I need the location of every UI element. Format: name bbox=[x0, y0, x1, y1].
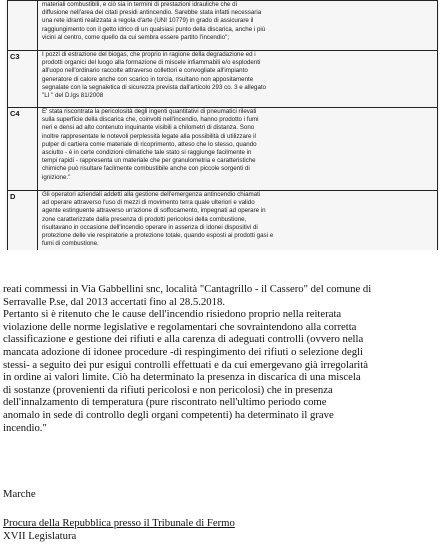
row-line: neri e densi ad alto contenuto inquinante visibili a chilometri di distanza. Sono bbox=[42, 124, 255, 132]
text-line: dell'innalzamento di temperatura (pure riscontrato nell'ultimo periodo come bbox=[3, 396, 327, 409]
table-row bbox=[8, 1, 438, 51]
scanned-table-image bbox=[5, 0, 439, 250]
row-text bbox=[38, 191, 438, 251]
row-line: sulla superficie della discarica che, coinvolti nell'incendio, hanno prodotto i fumi bbox=[42, 116, 259, 124]
row-line: all'uopo nell'ordinario raccolte attraverso collettori e convogliate all'impianto bbox=[42, 67, 248, 75]
row-line: chimiche può risultare facilmente combustibile anche con piccole sorgenti di bbox=[42, 165, 250, 173]
text-line: Pertanto si è ritenuto che le cause dell'incendio risiedono proprio nella reiterata bbox=[3, 308, 342, 321]
row-text bbox=[38, 1, 438, 51]
legislatura-label: XVII Legislatura bbox=[3, 530, 77, 542]
row-line: zone caratterizzate dalla presenza di prodotti pericolosi della combustione, bbox=[42, 215, 247, 223]
row-code bbox=[8, 1, 38, 51]
row-line: I pozzi di estrazione del biogas, che proprio in ragione della degradazione ed i bbox=[42, 51, 256, 58]
section-heading: Marche bbox=[3, 488, 36, 500]
text-line: di sostanze (provenienti da rifiuti pericolosi e non pericolosi) che in presenza bbox=[3, 383, 333, 396]
row-line: vicini al centro, come quello da cui sembra essere partito l'incendio"; bbox=[42, 33, 230, 41]
row-line: ad operare attraverso l'uso di mezzi di movimento terra quale ulteriori e valido bbox=[42, 199, 255, 207]
table-row bbox=[8, 191, 438, 251]
paragraph-causes bbox=[3, 308, 440, 434]
text-line: classificazione e gestione dei rifiuti e alla carenza di adeguati controlli (ovvero nella bbox=[3, 333, 364, 346]
findings-table bbox=[7, 0, 438, 250]
row-code: C3 bbox=[8, 51, 38, 108]
row-line: prodotti organici del luogo alla formazione di miscele infiammabili e/o esplodenti bbox=[42, 59, 261, 67]
text-line: reati commessi in Via Gabbellini snc, località "Cantagrillo - il Cassero" del comune di bbox=[3, 283, 372, 295]
row-code: D bbox=[8, 191, 38, 251]
row-line: inoltre rappresentate le notevoli perplessità legate alla possibilità di utilizzare il bbox=[42, 132, 256, 140]
text-line: stessi- a seguito dei pur esigui controlli effettuati e da cui emergevano già irregolarità bbox=[3, 358, 368, 371]
row-line: segnalate con la segnaletica di sicurezza prevista dall'articolo 293 co. 3 e allegato bbox=[42, 83, 267, 91]
row-line: risultavano in occasione dell'incendio operare in assenza di idonei dispositivi di bbox=[42, 223, 258, 231]
text-line: anomalo in sede di controllo degli organi competenti) ha determinato il grave bbox=[3, 408, 334, 421]
row-line: una rete idranti realizzata a regola d'arte (UNI 10779) in grado di assicurare il bbox=[42, 17, 254, 25]
row-line: Gli operatori aziendali addetti alla gestione dell'emergenza antincendio chiamati bbox=[42, 191, 261, 198]
procura-title: Procura della Repubblica presso il Tribunale di Fermo bbox=[3, 517, 235, 529]
row-line: protezione delle vie respiratorie a protezione totale, quando esposti ai prodotti gasi e bbox=[42, 232, 274, 240]
row-line: fumi di combustione. bbox=[42, 240, 99, 248]
row-line: tempi rapidi - rappresenta un materiale che per granulometria e caratteristiche bbox=[42, 157, 256, 165]
row-line: agente estinguente attraverso un'azione di soffocamento, impegnati ad operare in bbox=[42, 207, 266, 215]
row-line: generatore di calore anche con scarico in torcia, risultano non appositamente bbox=[42, 75, 254, 83]
row-text bbox=[38, 51, 438, 108]
text-line: Serravalle P.se, dal 2013 accertati fino al 28.5.2018. bbox=[3, 295, 225, 308]
text-line: in ordine ai valori limite. Ciò ha determinato la presenza in discarica di una miscela bbox=[3, 371, 361, 384]
row-line: ignizione." bbox=[42, 173, 71, 181]
document-body bbox=[3, 283, 440, 434]
row-line: "LI " del D.lgs 81/2008 bbox=[42, 92, 104, 100]
row-line: diffusione nell'area dei citati presidi antincendio. Sarebbe stata infatti necessaria bbox=[42, 9, 262, 17]
table-row bbox=[8, 51, 438, 108]
text-line: incendio." bbox=[3, 421, 47, 434]
row-text bbox=[38, 108, 438, 191]
row-line: materiali combustibili, e ciò sia in termini di prestazioni idrauliche che di bbox=[42, 1, 237, 8]
row-line: pulper di cartiera come materiale di ricoprimento, atteso che lo stesso, quando bbox=[42, 140, 257, 148]
paragraph-site bbox=[3, 283, 440, 308]
row-code: C4 bbox=[8, 108, 38, 191]
table-row bbox=[8, 108, 438, 191]
row-line: E' stata riscontrata la pericolosità degli ingenti quantitativi di pneumatici rilevati bbox=[42, 108, 257, 115]
text-line: mancata adozione di idonee procedure -di respingimento dei rifiuti o selezione degli bbox=[3, 345, 363, 358]
row-line: raggiungimento con il getto idrico di un qualsiasi punto della discarica, anche i più bbox=[42, 25, 266, 33]
text-line: violazione delle norme legislative e regolamentari che sovraintendono alla corretta bbox=[3, 320, 357, 333]
row-line: asciutto - è in certe condizioni climatiche tale stato si raggiunge facilmente in bbox=[42, 149, 252, 157]
